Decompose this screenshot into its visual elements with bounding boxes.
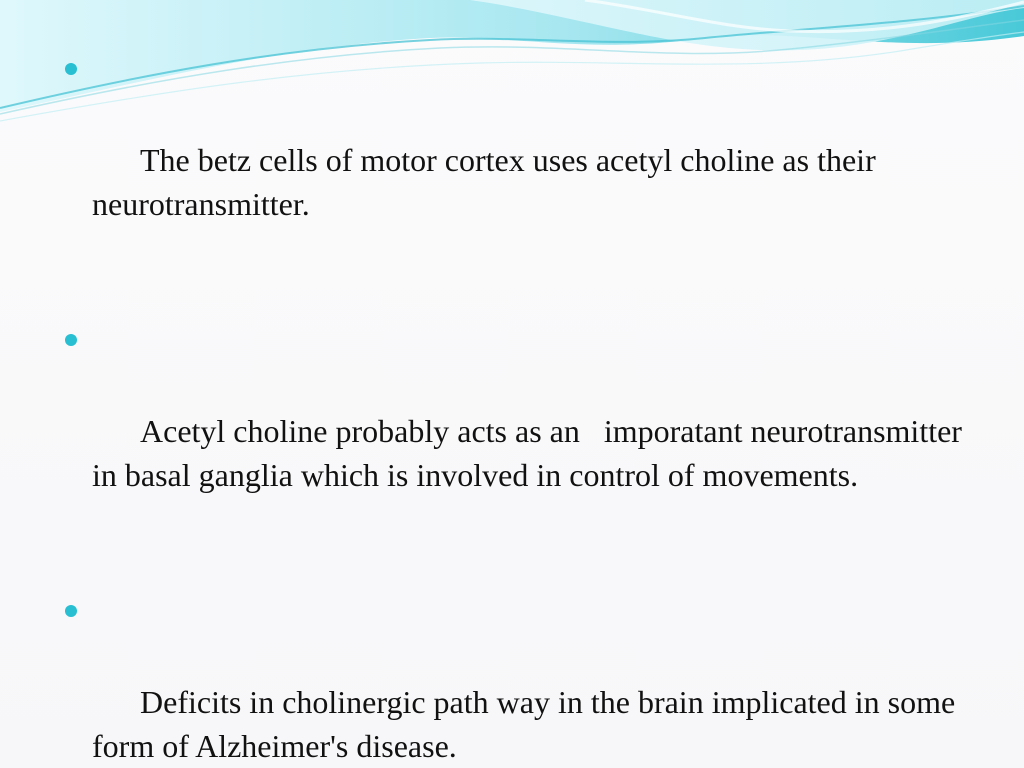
bullet-item-3 xyxy=(64,592,964,768)
bullet-list xyxy=(64,50,970,768)
bullet-item-1 xyxy=(64,50,964,270)
bullet-item-2 xyxy=(64,321,970,541)
bullet-text: Deficits in cholinergic path way in the brain implicated in some form of Alzheimer's disease. xyxy=(92,684,964,764)
bullet-text: Acetyl choline probably acts as an imporatant neurotransmitter in basal ganglia which is involved in control of movements. xyxy=(92,413,970,493)
bullet-text: The betz cells of motor cortex uses acetyl choline as their neurotransmitter. xyxy=(92,142,884,222)
bullet-icon xyxy=(65,63,77,75)
bullet-icon xyxy=(65,334,77,346)
bullet-icon xyxy=(65,605,77,617)
